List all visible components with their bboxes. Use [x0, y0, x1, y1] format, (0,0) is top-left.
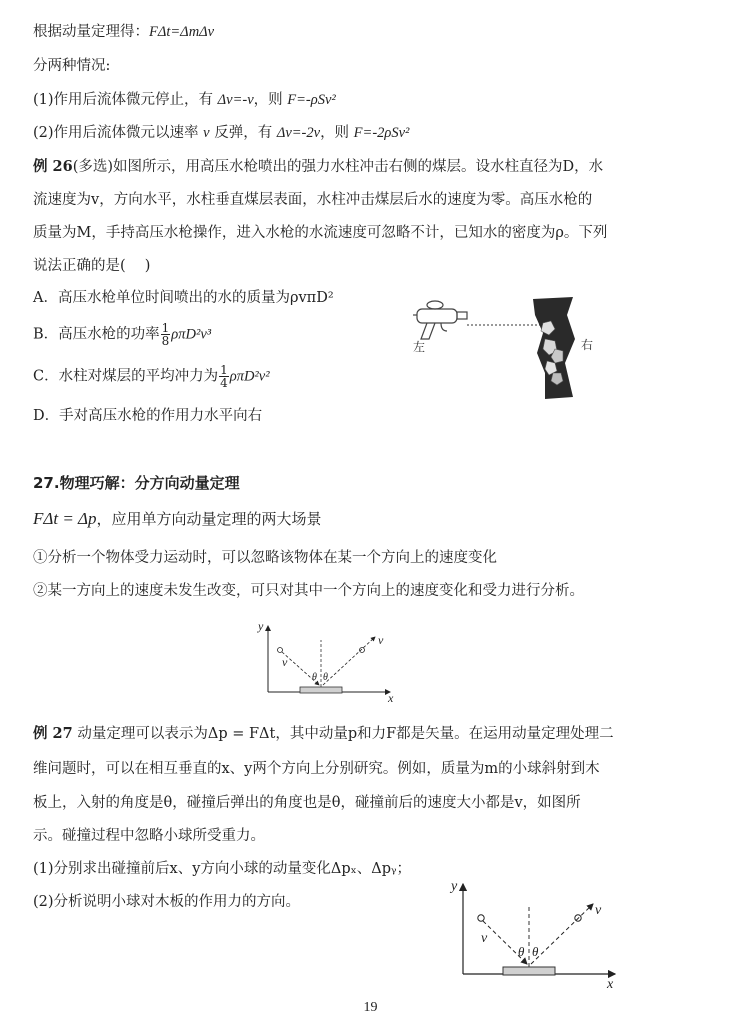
derivation-case-1: (1)作用后流体微元停止，有 Δv=-v，则 F=-ρSv²: [33, 92, 336, 108]
velocity-label-out: v: [595, 903, 602, 918]
example26-line-1: 例 26(多选)如图所示，用高压水枪喷出的强力水柱冲击右侧的煤层。设水柱直径为D，水: [33, 158, 604, 175]
ball-after: [360, 648, 365, 653]
page-number: 19: [363, 1000, 378, 1015]
y-axis-label: y: [451, 879, 458, 894]
example26-line-4: 说法正确的是( ): [33, 258, 151, 274]
momentum-formula: FΔt=ΔmΔv: [149, 24, 215, 40]
x-axis-label: x: [388, 691, 394, 705]
ball-before: [478, 915, 484, 921]
example26-line-3: 质量为M，手持高压水枪操作，进入水枪的水流速度可忽略不计，已知水的密度为ρ。下列: [33, 225, 608, 241]
y-axis-label: y: [258, 619, 264, 633]
example26-option-a: A．高压水枪单位时间喷出的水的质量为ρvπD²: [33, 290, 334, 306]
derivation-line-1: 根据动量定理得：FΔt=ΔmΔv: [33, 24, 215, 40]
fraction-one-quarter: $\frac{1}{4}$: [220, 363, 228, 390]
reflected-path: [531, 904, 593, 964]
water-gun-icon: [413, 301, 467, 339]
coal-seam-icon: [533, 297, 575, 399]
example27-line-4: 示。碰撞过程中忽略小球所受重力。: [33, 828, 265, 844]
theta-label-right: θ: [532, 944, 539, 959]
derivation-line-2: 分两种情况:: [33, 58, 111, 74]
water-gun-figure: [405, 293, 625, 403]
x-axis-label: x: [607, 977, 614, 992]
derivation-case-2: (2)作用后流体微元以速率 v 反弹，有 Δv=-2v，则 F=-2ρSv²: [33, 125, 410, 141]
example27-line-1: 例 27 动量定理可以表示为Δp = FΔt，其中动量p和力F都是矢量。在运用动量定理处理二: [33, 725, 614, 742]
example26-option-c: C．水柱对煤层的平均冲力为 $\frac{1}{4}$ ρπD²v²: [33, 363, 270, 390]
section27-title: 27.物理巧解：分方向动量定理: [33, 474, 240, 492]
example26-option-b: B．高压水枪的功率 $\frac{1}{8}$ ρπD²v³: [33, 321, 212, 348]
figure-right-label: 右: [581, 338, 594, 352]
ball-before: [278, 648, 283, 653]
wooden-board: [300, 687, 342, 693]
section27-formula: FΔt = Δp: [33, 509, 97, 528]
example26-option-d: D．手对高压水枪的作用力水平向右: [33, 408, 263, 424]
figure-left-label: 左: [413, 340, 426, 354]
theta-label-left: θ: [312, 672, 317, 683]
wooden-board: [503, 967, 555, 975]
collision-diagram-large: [445, 878, 625, 990]
theta-label-right: θ: [323, 672, 328, 683]
section27-formula-line: FΔt = Δp，应用单方向动量定理的两大场景: [33, 509, 322, 528]
example27-line-3: 板上，入射的角度是θ，碰撞后弹出的角度也是θ，碰撞前后的速度大小都是v，如图所: [33, 795, 581, 811]
velocity-label-in: v: [282, 655, 288, 669]
example26-label: 例 26: [33, 158, 73, 175]
velocity-label-in: v: [481, 931, 488, 946]
velocity-label-out: v: [378, 633, 384, 647]
section27-point-2: ②某一方向上的速度未发生改变，可只对其中一个方向上的速度变化和受力进行分析。: [33, 583, 584, 599]
fraction-one-eighth: $\frac{1}{8}$: [161, 321, 170, 348]
example26-line-2: 流速度为v，方向水平，水柱垂直煤层表面，水柱冲击煤层后水的速度为零。高压水枪的: [33, 192, 593, 208]
theta-label-left: θ: [518, 944, 525, 959]
example27-line-2: 维问题时，可以在相互垂直的x、y两个方向上分别研究。例如，质量为m的小球斜射到木: [33, 761, 600, 777]
example27-label: 例 27: [33, 725, 73, 742]
example27-question-2: (2)分析说明小球对木板的作用力的方向。: [33, 894, 301, 910]
reflected-path: [323, 637, 375, 685]
collision-diagram-small: [250, 619, 400, 705]
section27-point-1: ①分析一个物体受力运动时，可以忽略该物体在某一个方向上的速度变化: [33, 550, 497, 566]
example27-question-1: (1)分别求出碰撞前后x、y方向小球的动量变化Δpₓ、Δpᵧ；: [33, 861, 412, 877]
